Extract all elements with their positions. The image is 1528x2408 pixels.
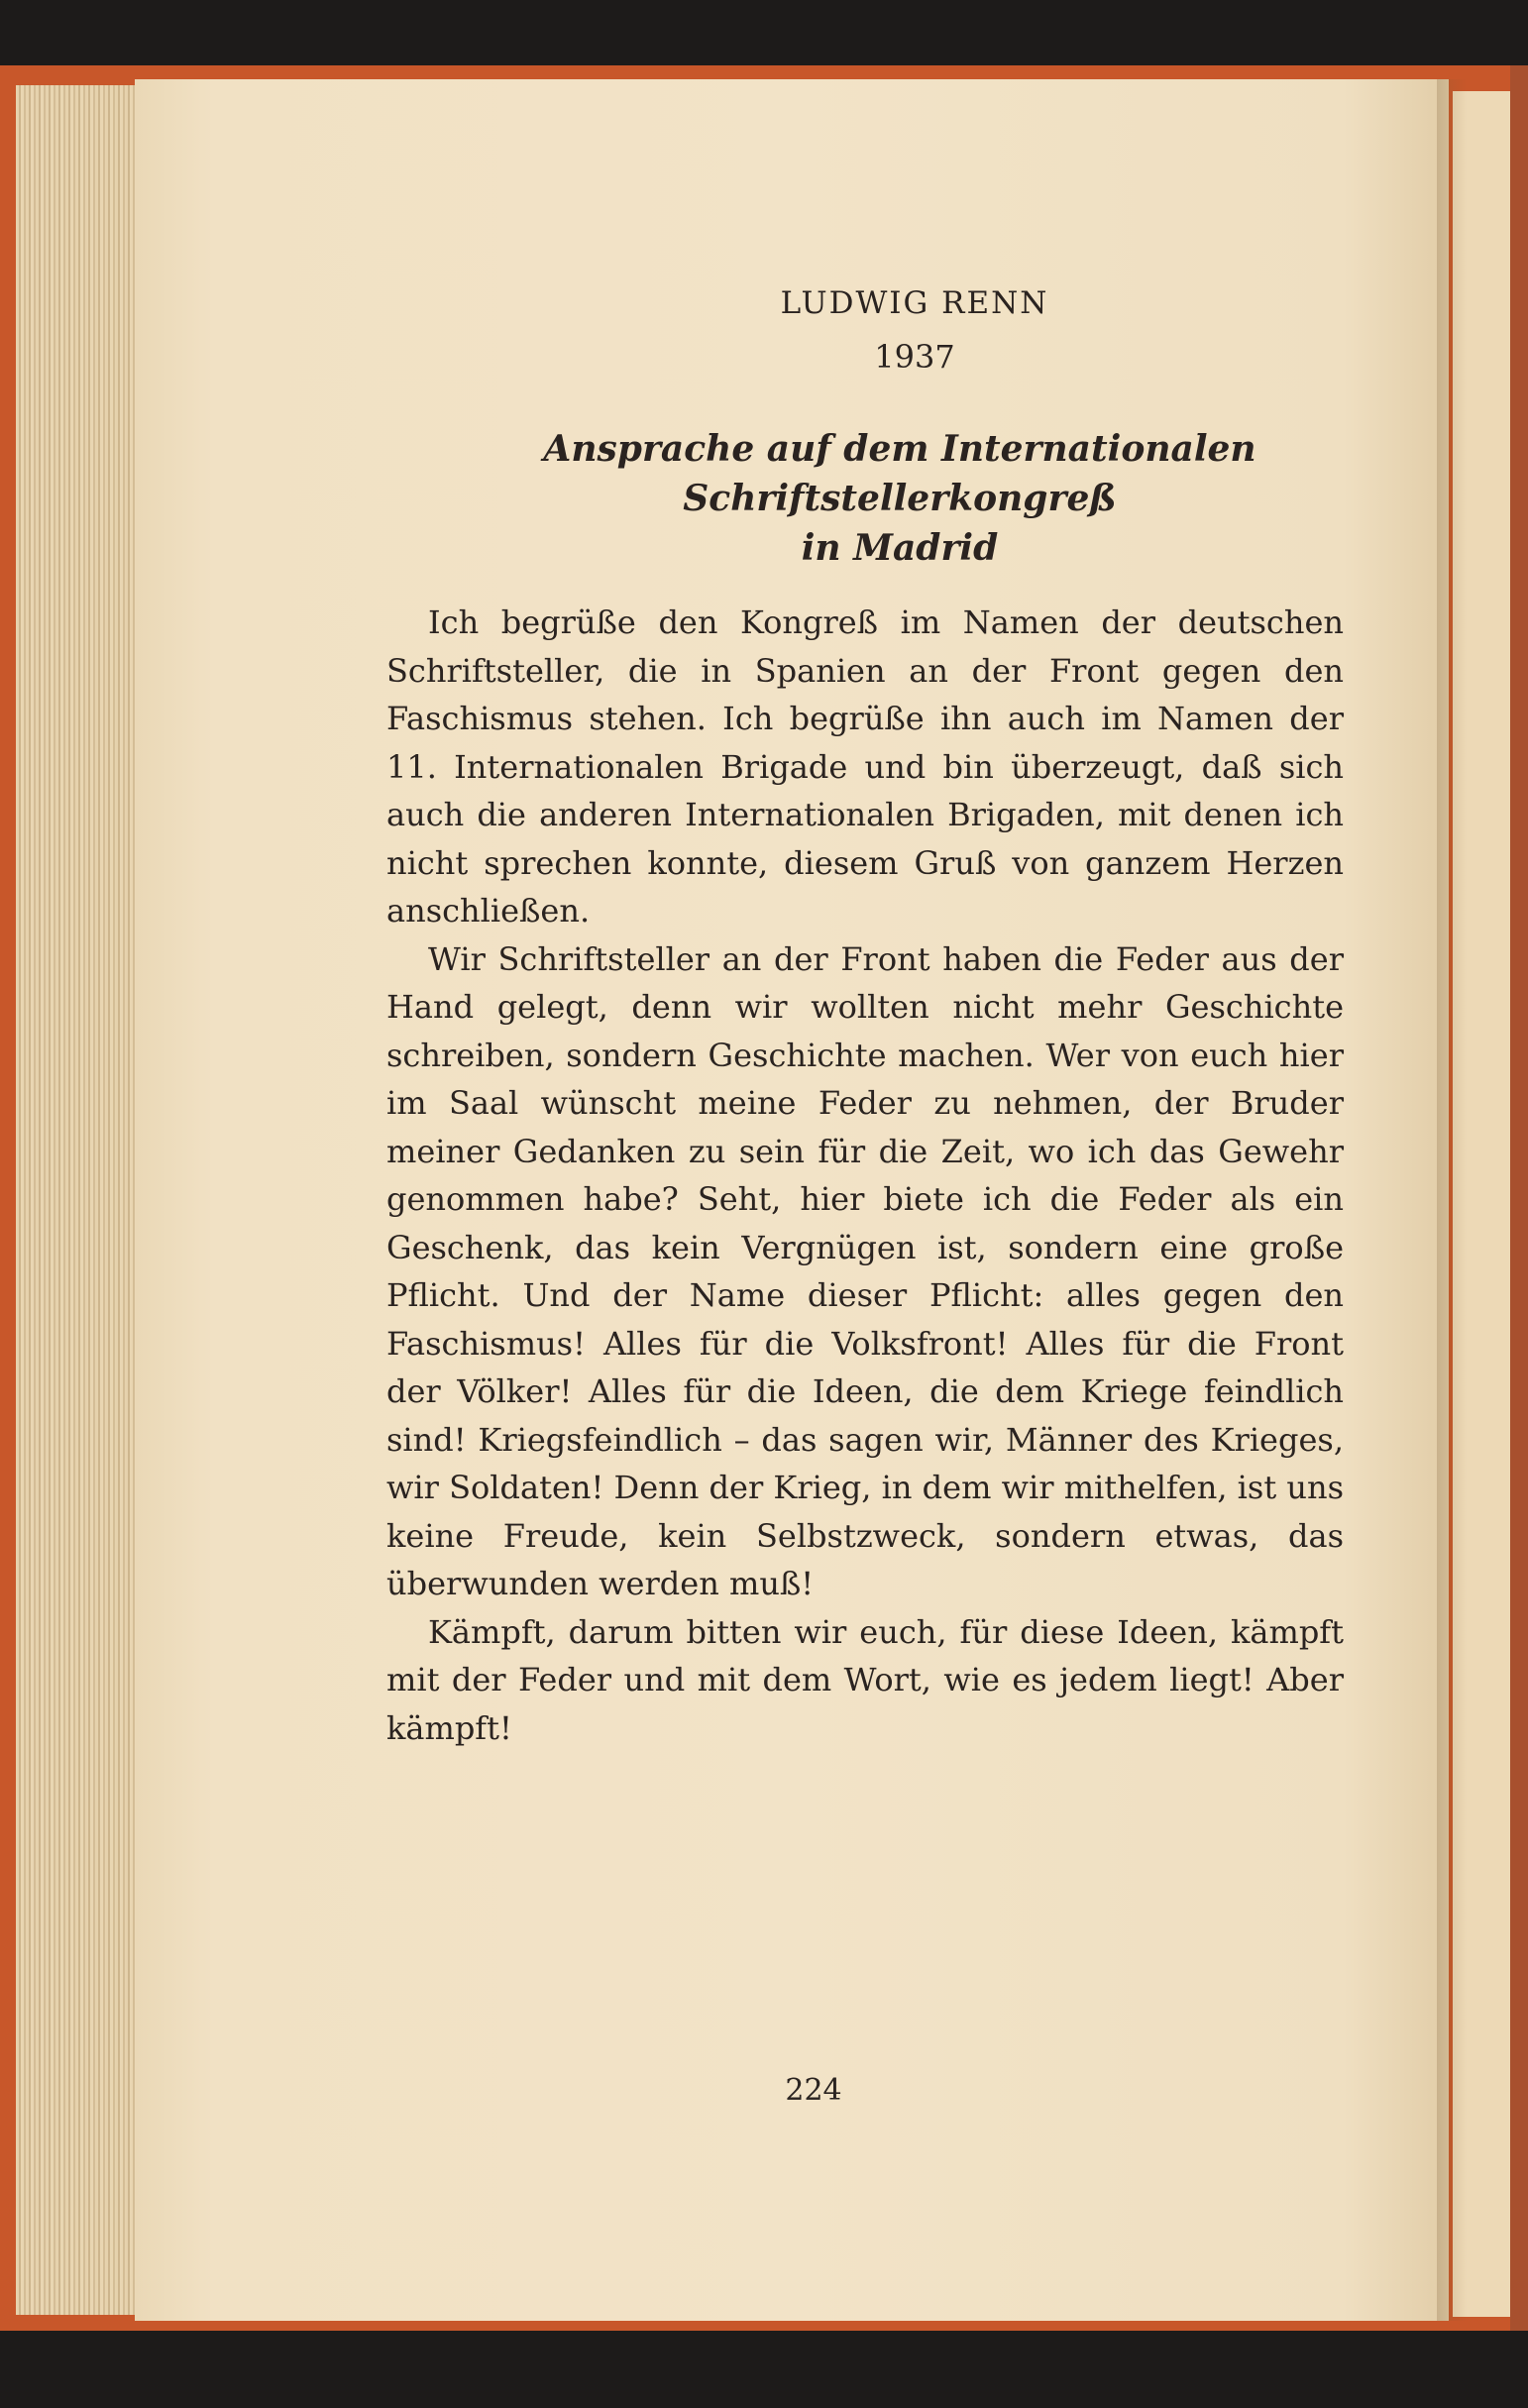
speech-title <box>386 424 1344 573</box>
scan-background-top <box>0 0 1528 67</box>
year-heading: 1937 <box>874 338 955 376</box>
page-content <box>386 277 1344 1752</box>
paragraph-2: Wir Schriftsteller an der Front haben die Feder aus der Hand gelegt, denn wir wollten nicht mehr Geschichte schreiben, sondern Geschichte machen. Wer von euch hier im Saal wünscht meine Feder zu nehmen, der Bruder meiner Gedanken zu sein für die Zeit, wo ich das Gewehr genommen habe? Seht, hier biete ich die Feder als ein Geschenk, das kein Vergnügen ist, sondern eine große Pflicht. Und der Name dieser Pflicht: alles gegen den Faschismus! Alles für die Volksfront! Alles für die Front der Völker! Alles für die Ideen, die dem Kriege feindlich sind! Kriegsfeindlich – das sagen wir, Männer des Krieges, wir Soldaten! Denn der Krieg, in dem wir mithelfen, ist uns keine Freude, kein Selbstzweck, sondern etwas, das überwunden werden muß! <box>386 939 1344 1602</box>
page-number: 224 <box>785 2073 842 2108</box>
title-line-2: in Madrid <box>801 527 999 569</box>
scan-background-bottom <box>0 2331 1528 2408</box>
title-line-1: Ansprache auf dem Internationalen Schriftstellerkongreß <box>543 428 1256 519</box>
page-gutter-shadow <box>1437 79 1467 2321</box>
author-heading: LUDWIG RENN <box>780 285 1049 321</box>
page-edges <box>16 85 143 2315</box>
paragraph-1: Ich begrüße den Kongreß im Namen der deutschen Schriftsteller, die in Spanien an der Front gegen den Faschismus stehen. Ich begrüße ihn auch im Namen der 11. Internationalen Brigade und bin überzeugt, daß sich auch die anderen Internationalen Brigaden, mit denen ich nicht sprechen konnte, diesem Gruß von ganzem Herzen anschließen. <box>386 603 1344 930</box>
paragraph-3: Kämpft, darum bitten wir euch, für diese Ideen, kämpft mit der Feder und mit dem Wort, wie es jedem liegt! Aber kämpft! <box>386 1612 1344 1747</box>
book-cover-right-edge <box>1510 65 1528 2335</box>
